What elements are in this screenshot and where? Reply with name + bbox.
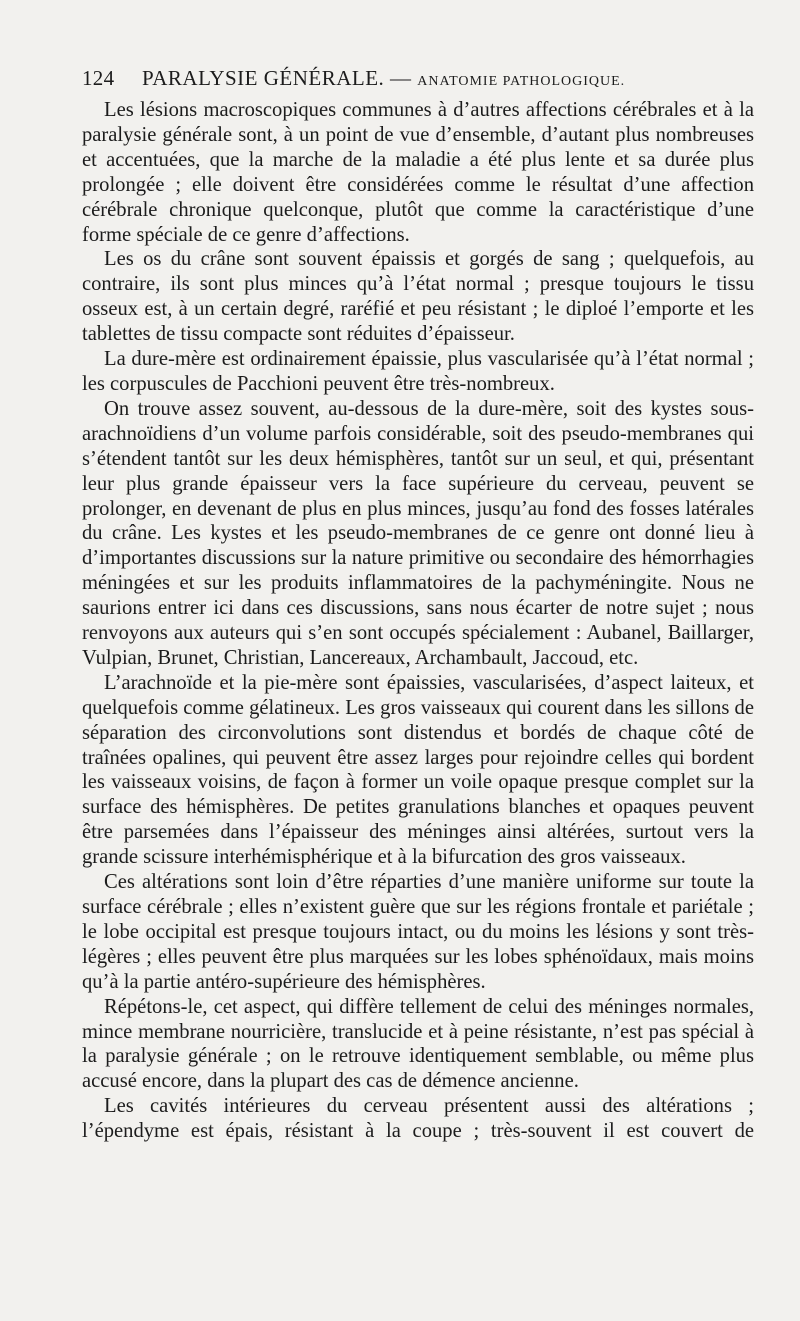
running-title [142,66,625,91]
paragraph: Les lésions macroscopiques communes à d’autres affections cérébrales et à la paralysie générale sont, à un point de vue d’ensemble, d’autant plus nombreuses et accentuées, que la marche de la maladie a été plus lente et sa durée plus prolongée ; elle doivent être considérées comme le résultat d’une affection cérébrale chronique quelconque, plutôt que comme la caractéristique d’une forme spéciale de ce genre d’affections. [82,99,754,246]
running-title-main: PARALYSIE GÉNÉRALE. — [142,66,412,90]
running-header [82,66,754,96]
paragraph: Les os du crâne sont souvent épaissis et gorgés de sang ; quelquefois, au contraire, ils sont plus minces qu’à l’état normal ; presque toujours le tissu osseux est, à un certain degré, raréfié et peu résistant ; le diploé l’emporte et les tablettes de tissu compacte sont réduites d’épaisseur. [82,248,754,346]
page-number: 124 [82,66,115,90]
body-text [82,98,754,1144]
paragraph: La dure-mère est ordinairement épaissie, plus vascularisée qu’à l’état normal ; les corpuscules de Pacchioni peuvent être très-nombreux. [82,348,754,395]
paragraph: L’arachnoïde et la pie-mère sont épaissies, vascularisées, d’aspect laiteux, et quelquefois comme gélatineux. Les gros vaisseaux qui courent dans les sillons de séparation des circonvolutions sont distendus et bordés de chaque côté de traînées opalines, qui peuvent être assez larges pour rejoindre celles qui bordent les vaisseaux voisins, de façon à former un voile opaque presque complet sur la surface des hémisphères. De petites granulations blanches et opaques peuvent être parsemées dans l’épaisseur des méninges ainsi altérées, surtout vers la grande scissure interhémisphérique et à la bifurcation des gros vaisseaux. [82,671,754,869]
paragraph: Répétons-le, cet aspect, qui diffère tellement de celui des méninges normales, mince membrane nourricière, translucide et à peine résistante, n’est pas spécial à la paralysie générale ; on le retrouve identiquement semblable, ou même plus accusé encore, dans la plupart des cas de démence ancienne. [82,995,754,1093]
paragraph: Ces altérations sont loin d’être réparties d’une manière uniforme sur toute la surface cérébrale ; elles n’existent guère que sur les régions frontale et pariétale ; le lobe occipital est presque toujours intact, ou du moins les lésions y sont très-légères ; elles peuvent être plus marquées sur les lobes sphénoïdaux, mais moins qu’à la partie antéro-supérieure des hémisphères. [82,871,754,993]
paragraph: Les cavités intérieures du cerveau présentent aussi des altérations ; l’épendyme est épais, résistant à la coupe ; très-souvent il est couvert de [82,1095,754,1143]
running-title-section: ANATOMIE PATHOLOGIQUE. [417,74,626,89]
paragraph: On trouve assez souvent, au-dessous de la dure-mère, soit des kystes sous-arachnoïdiens d’un volume parfois considérable, soit des pseudo-membranes qui s’étendent tantôt sur les deux hémisphères, tantôt sur un seul, et qui, présentant leur plus grande épaisseur vers la face supérieure du cerveau, peuvent se prolonger, en devenant de plus en plus minces, jusqu’au fond des fosses latérales du crâne. Les kystes et les pseudo-membranes de ce genre ont donné lieu à d’importantes discussions sur la nature primitive ou secondaire des hémorrhagies méningées et sur les produits inflammatoires de la pachyméningite. Nous ne saurions entrer ici dans ces discussions, sans nous écarter de notre sujet ; nous renvoyons aux auteurs qui s’en sont occupés spécialement : Aubanel, Baillarger, Vulpian, Brunet, Christian, Lancereaux, Archambault, Jaccoud, etc. [82,397,754,669]
